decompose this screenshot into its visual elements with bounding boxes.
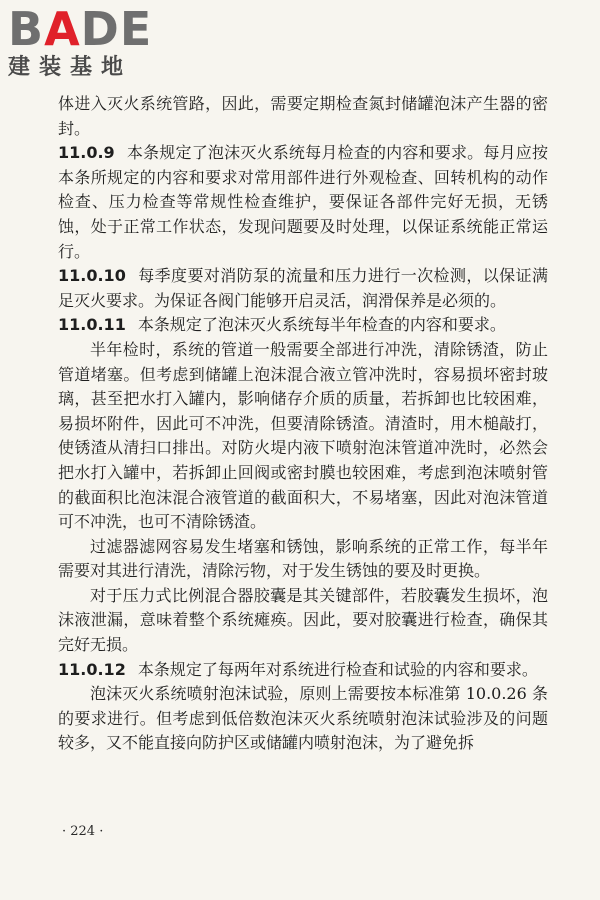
- paragraph: [58, 682, 548, 756]
- paragraph: [58, 338, 548, 535]
- logo-subtitle: 建装基地: [8, 55, 133, 80]
- clause-number: 11.0.9: [58, 143, 115, 163]
- clause-11-0-12: [58, 658, 548, 683]
- clause-text: 本条规定了泡沫灭火系统每月检查的内容和要求。每月应按本条所规定的内容和要求对常用部件进行外观检查、回转机构的动作检查、压力检查等常规性检查维护，要保证各部件完好无损，无锈蚀，处于正常工作状态，发现问题要及时处理，以保证系统能正常运行。: [58, 143, 548, 261]
- logo-letter-a: A: [44, 2, 81, 56]
- paragraph: [58, 584, 548, 658]
- paragraph-text: 对于压力式比例混合器胶囊是其关键部件，若胶囊发生损坏，泡沫液泄漏，意味着整个系统瘫痪。因此，要对胶囊进行检查，确保其完好无损。: [58, 585, 548, 655]
- logo: [8, 4, 178, 86]
- logo-wordmark: [8, 4, 178, 54]
- clause-number: 11.0.10: [58, 266, 126, 286]
- clause-text: 本条规定了每两年对系统进行检查和试验的内容和要求。: [137, 659, 538, 679]
- paragraph: [58, 535, 548, 584]
- paragraph-text: 体进入灭火系统管路，因此，需要定期检查氮封储罐泡沫产生器的密封。: [58, 94, 548, 138]
- paragraph-text: 泡沫灭火系统喷射泡沫试验，原则上需要按本标准第 10.0.26 条的要求进行。但考虑到低倍数泡沫灭火系统喷射泡沫试验涉及的问题较多，又不能直接向防护区或储罐内喷射泡沫，为了避免拆: [58, 684, 548, 753]
- page-number: · 224 ·: [62, 824, 104, 839]
- clause-number: 11.0.12: [58, 659, 126, 679]
- paragraph-text: 半年检时，系统的管道一般需要全部进行冲洗，清除锈渣，防止管道堵塞。但考虑到储罐上泡沫混合液立管冲洗时，容易损坏密封玻璃，甚至把水打入罐内，影响储存介质的质量，若拆卸也比较困难，易损坏附件，因此可不冲洗，但要清除锈渣。清渣时，用木槌敲打，使锈渣从清扫口排出。对防火堤内液下喷射泡沫管道冲洗时，必然会把水打入罐中，若拆卸止回阀或密封膜也较困难，考虑到泡沫喷射管的截面积比泡沫混合液管道的截面积大，不易堵塞，因此对泡沫管道可不冲洗，也可不清除锈渣。: [58, 339, 548, 532]
- clause-text: 本条规定了泡沫灭火系统每半年检查的内容和要求。: [137, 315, 506, 335]
- paragraph-text: 过滤器滤网容易发生堵塞和锈蚀，影响系统的正常工作，每半年需要对其进行清洗，清除污物，对于发生锈蚀的要及时更换。: [58, 536, 548, 581]
- clause-text: 每季度要对消防泵的流量和压力进行一次检测，以保证满足灭火要求。为保证各阀门能够开启灵活，润滑保养是必须的。: [58, 266, 548, 310]
- clause-number: 11.0.11: [58, 315, 126, 335]
- logo-letters-de: DE: [80, 2, 153, 56]
- logo-letter-b: B: [8, 2, 45, 56]
- page-body: [58, 92, 548, 756]
- paragraph: [58, 92, 548, 141]
- clause-11-0-10: [58, 264, 548, 313]
- clause-11-0-11: [58, 313, 548, 338]
- clause-11-0-9: [58, 141, 548, 264]
